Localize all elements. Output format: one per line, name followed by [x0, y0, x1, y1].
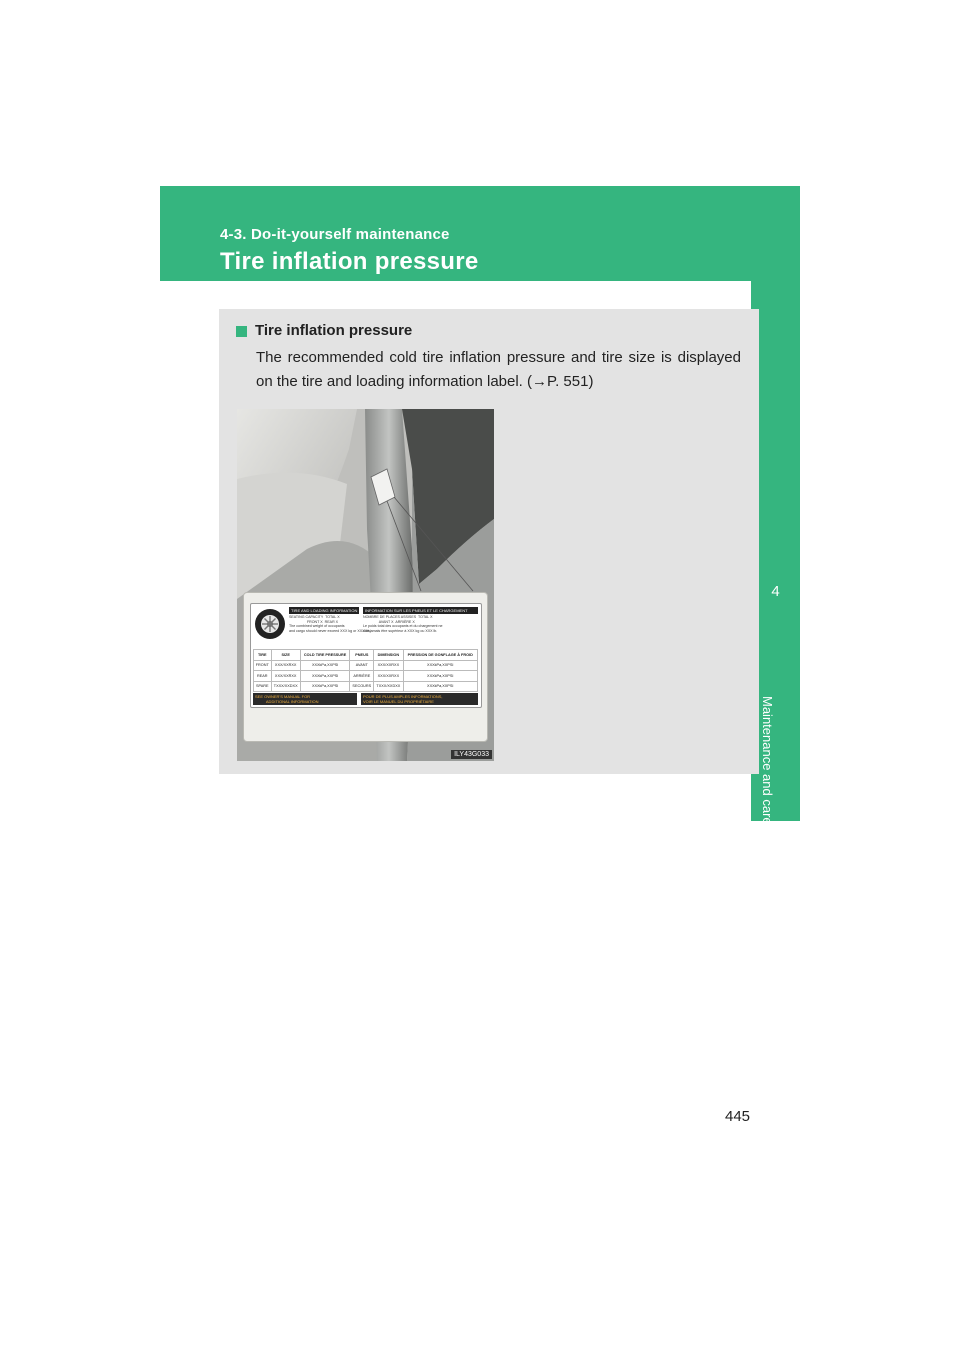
table-cell: FRONT: [254, 660, 272, 671]
body-paragraph: The recommended cold tire inflation pressure and tire size is displayed on the tire and loading information label. (→P. 551): [256, 349, 741, 390]
label-english-footer: SEE OWNER'S MANUAL FOR ADDITIONAL INFORMATION: [253, 693, 357, 705]
square-bullet-icon: [236, 326, 247, 337]
table-cell: XXX/XXRXX: [271, 671, 300, 682]
table-header-cell: TIRE: [254, 650, 272, 661]
page-title: Tire inflation pressure: [220, 248, 479, 275]
table-cell: SPARE: [254, 681, 272, 692]
table-cell: XXXkPa,XXPSI: [300, 681, 350, 692]
label-english-header: TIRE AND LOADING INFORMATION: [291, 608, 358, 613]
table-cell: XXX/XXRXX: [374, 671, 403, 682]
table-cell: XXXkPa,XXPSI: [300, 671, 350, 682]
label-french-text: NOMBRE DE PLACES ASSISES TOTAL X AVANT X ARRIÈRE X Le poids total des occupants et du chargement ne doit jamais être supérieur à XXX kg ou XXX lb.: [363, 615, 443, 633]
table-cell: AVANT: [350, 660, 374, 671]
table-cell: XXX/XXRXX: [374, 660, 403, 671]
chapter-header-band: [160, 186, 800, 281]
table-row: [254, 681, 478, 692]
table-header-cell: PNEUS: [350, 650, 374, 661]
table-header-cell: SIZE: [271, 650, 300, 661]
table-cell: XXXkPa,XXPSI: [403, 681, 478, 692]
table-row: [254, 671, 478, 682]
table-cell: XXXkPa,XXPSI: [300, 660, 350, 671]
page-number: 445: [725, 1108, 751, 1125]
table-cell: XXXkPa,XXPSI: [403, 660, 478, 671]
table-header-cell: PRESSION DE GONFLAGE À FROID: [403, 650, 478, 661]
tire-icon: [254, 608, 286, 640]
table-header-cell: COLD TIRE PRESSURE: [300, 650, 350, 661]
table-cell: XXX/XXRXX: [271, 660, 300, 671]
tire-pressure-table: [253, 649, 478, 692]
table-header-cell: DIMENSION: [374, 650, 403, 661]
section-label: 4-3. Do-it-yourself maintenance: [220, 226, 450, 243]
chapter-number: 4: [771, 583, 780, 600]
table-row: [254, 660, 478, 671]
label-french-header: INFORMATION SUR LES PNEUS ET LE CHARGEMENT: [363, 607, 478, 614]
tire-label-illustration: [237, 409, 494, 761]
label-callout: [243, 592, 488, 742]
table-cell: SECOURS: [350, 681, 374, 692]
table-cell: ARRIÈRE: [350, 671, 374, 682]
info-box: [219, 309, 759, 774]
table-cell: TXXX/XXDXX: [271, 681, 300, 692]
tire-loading-label: [250, 603, 482, 708]
figure-code: ILY43G033: [451, 750, 492, 759]
table-cell: REAR: [254, 671, 272, 682]
table-header-row: [254, 650, 478, 661]
table-cell: XXXkPa,XXPSI: [403, 671, 478, 682]
table-cell: TXXX/XXDXX: [374, 681, 403, 692]
label-french-footer: POUR DE PLUS AMPLES INFORMATIONS, VOIR LE MANUEL DU PROPRIÉTAIRE: [361, 693, 478, 705]
label-english-text: SEATING CAPACITY TOTAL X FRONT X REAR X The combined weight of occupants and cargo should never exceed XXX kg or XXX lbs.: [289, 615, 372, 633]
subheading: Tire inflation pressure: [255, 322, 413, 339]
chapter-label: Maintenance and care: [760, 696, 775, 825]
